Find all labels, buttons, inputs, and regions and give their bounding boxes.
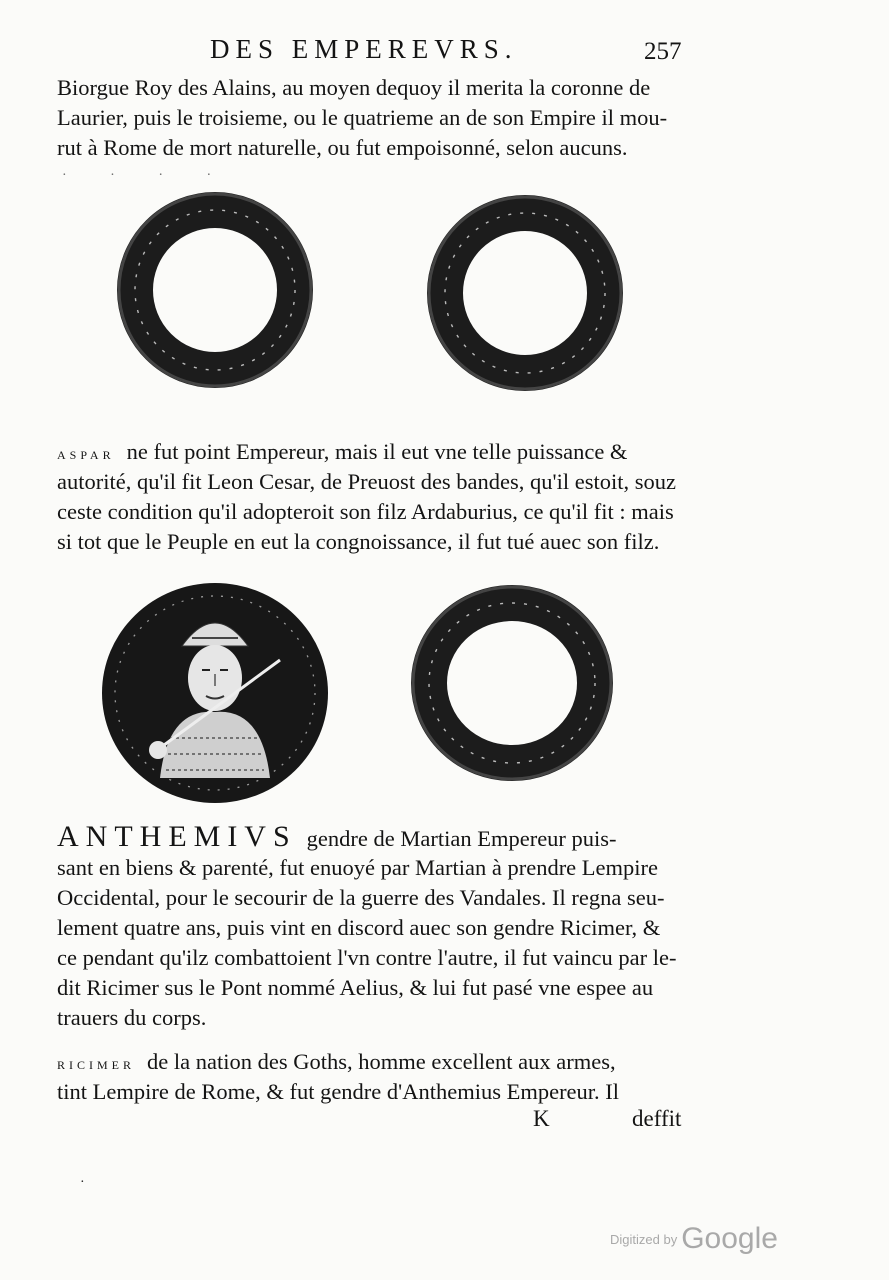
text-line: lement quatre ans, puis vint en discord auec son gendre Ricimer, & <box>57 915 661 940</box>
text-line <box>57 822 687 854</box>
name-anthemius: ANTHEMIVS <box>57 820 297 853</box>
text-line: tint Lempire de Rome, & fut gendre d'Anthemius Empereur. Il <box>57 1079 620 1104</box>
text-line: ce pendant qu'ilz combattoient l'vn contre l'autre, il fut vaincu par le- <box>57 945 677 970</box>
watermark-prefix: Digitized by <box>610 1231 678 1247</box>
text-line <box>57 437 687 470</box>
ink-speck: · <box>80 1175 85 1190</box>
text-line: trauers du corps. <box>57 1005 207 1030</box>
medal-wreath-2 <box>425 193 625 393</box>
medal-wreath-1 <box>115 190 315 390</box>
text-line: dit Ricimer sus le Pont nommé Aelius, & lui fut pasé vne espee au <box>57 975 654 1000</box>
medal-wreath-3 <box>410 583 615 783</box>
digitized-watermark <box>610 1222 778 1256</box>
text-line: autorité, qu'il fit Leon Cesar, de Preuost des bandes, qu'il estoit, souz <box>57 469 676 494</box>
text-line <box>57 1047 687 1080</box>
running-title: DES EMPEREVRS. <box>210 34 518 64</box>
text-line-content: de la nation des Goths, homme excellent aux armes, <box>147 1049 616 1074</box>
text-line-content: gendre de Martian Empereur puis- <box>306 826 617 851</box>
text-line: Occidental, pour le secourir de la guerre des Vandales. Il regna seu- <box>57 885 665 910</box>
catchword: deffit <box>632 1106 682 1131</box>
text-line: sant en biens & parenté, fut enuoyé par Martian à prendre Lempire <box>57 855 659 880</box>
text-line-content: ne fut point Empereur, mais il eut vne telle puissance & <box>126 439 628 464</box>
text-line: Biorgue Roy des Alains, au moyen dequoy il merita la coronne de <box>57 75 651 100</box>
google-logo: Google <box>681 1222 778 1255</box>
medal-portrait <box>100 578 330 808</box>
text-line: ceste condition qu'il adopteroit son filz Ardaburius, ce qu'il fit : mais <box>57 499 674 524</box>
text-line: si tot que le Peuple en eut la congnoissance, il fut tué auec son filz. <box>57 529 660 554</box>
text-line: Laurier, puis le troisieme, ou le quatrieme an de son Empire il mou- <box>57 105 668 130</box>
signature-mark: K <box>533 1106 550 1131</box>
name-aspar: ASPAR <box>57 448 115 462</box>
ornament-dots: · · · · <box>62 168 232 183</box>
page-number: 257 <box>644 38 682 65</box>
name-ricimer: RICIMER <box>57 1058 136 1072</box>
text-line: rut à Rome de mort naturelle, ou fut empoisonné, selon aucuns. <box>57 135 628 160</box>
